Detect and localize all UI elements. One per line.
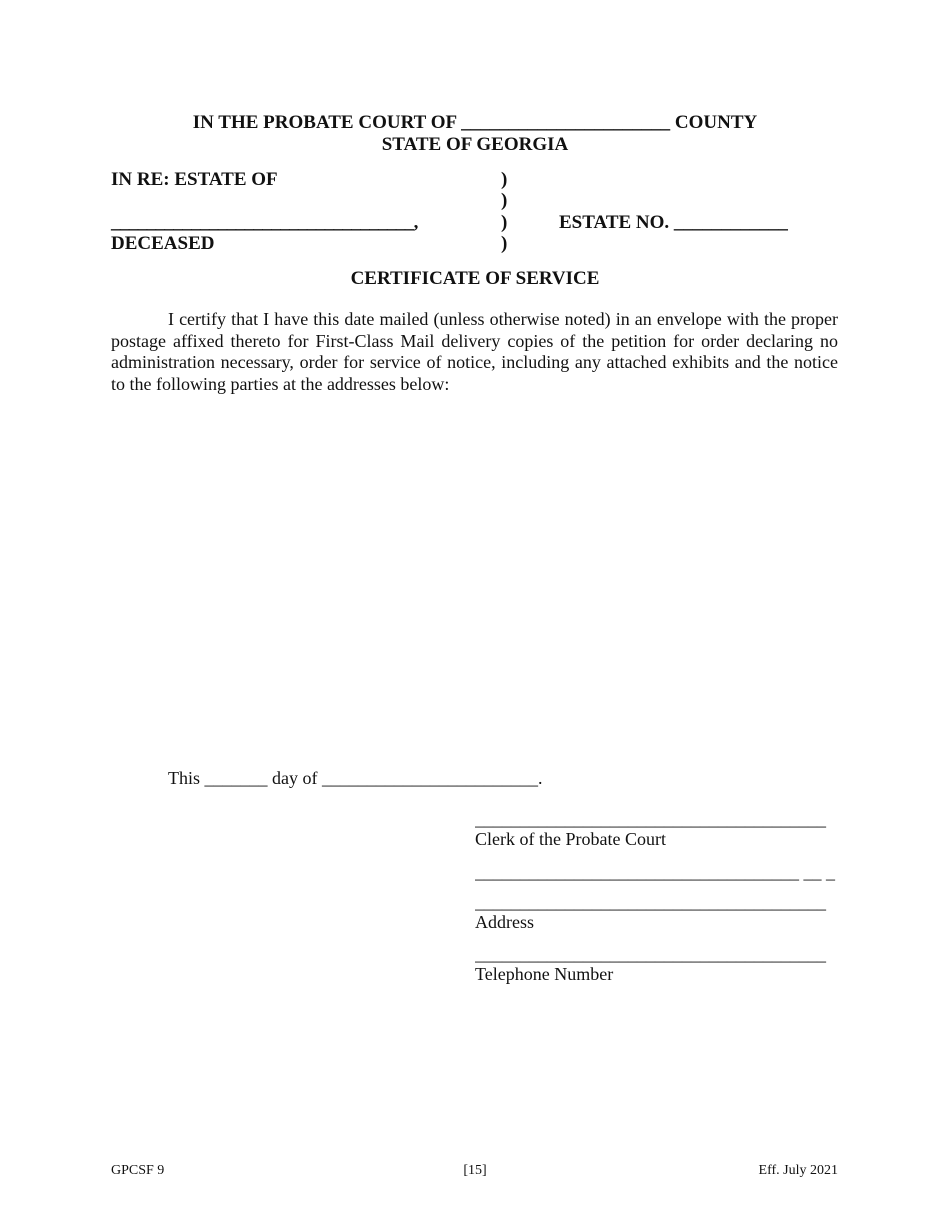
certificate-body: I certify that I have this date mailed (unless otherwise noted) in an envelope with the proper postage affixed thereto for First-Class Mail delivery copies of the petition for order declaring no administration necessary, order for service of notice, including any attached exhibits and the notice to the following parties at the addresses below:	[111, 309, 838, 394]
state-heading: STATE OF GEORGIA	[381, 134, 569, 155]
caption-paren: )	[501, 169, 508, 190]
address-label: Address	[475, 912, 534, 932]
caption-paren: )	[501, 212, 508, 233]
blank-line: ____________________________________ __ _	[475, 862, 835, 882]
clerk-signature-line: _______________________________________	[475, 809, 826, 829]
deceased-label: DECEASED	[111, 233, 215, 254]
footer-page-number: [15]	[463, 1163, 487, 1178]
telephone-line: _______________________________________	[475, 944, 826, 964]
estate-number-field: ESTATE NO. ____________	[559, 212, 788, 233]
decedent-name-line: __________________________________,	[111, 212, 418, 233]
court-heading: IN THE PROBATE COURT OF ______________________ COUNTY	[192, 112, 758, 133]
in-re-label: IN RE: ESTATE OF	[111, 169, 278, 190]
footer-form-id: GPCSF 9	[111, 1163, 165, 1178]
date-line: This _______ day of ________________________.	[168, 768, 543, 788]
address-line: _______________________________________	[475, 892, 826, 912]
telephone-label: Telephone Number	[475, 964, 614, 984]
clerk-label: Clerk of the Probate Court	[475, 829, 666, 849]
certificate-title: CERTIFICATE OF SERVICE	[350, 268, 600, 289]
caption-paren: )	[501, 190, 508, 211]
caption-paren: )	[501, 233, 508, 254]
footer-effective-date: Eff. July 2021	[758, 1163, 838, 1178]
